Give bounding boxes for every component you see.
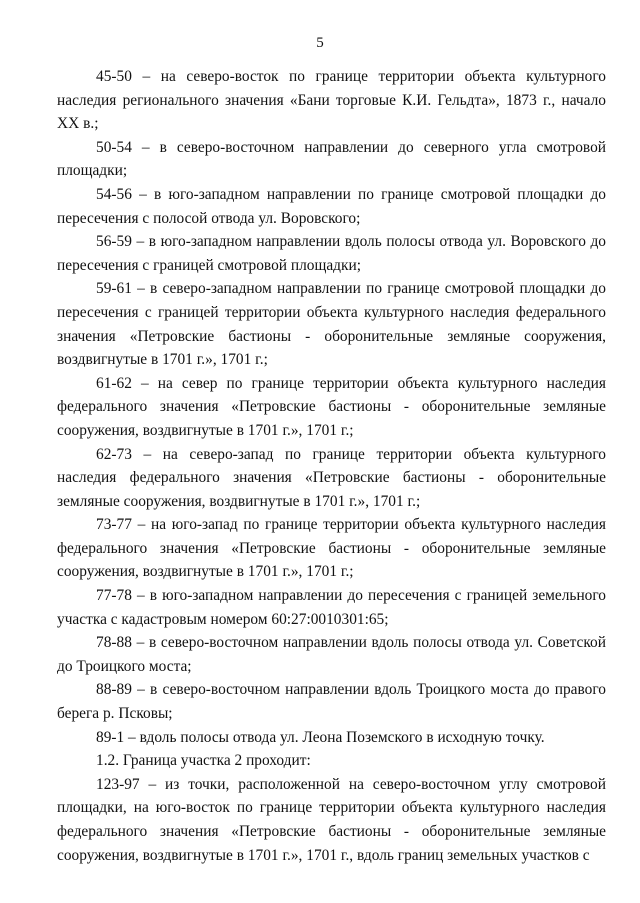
paragraph-88-89: 88-89 – в северо-восточном направлении вдоль Троицкого моста до правого берега р. Псковы;	[57, 681, 606, 723]
section-heading-1-2: 1.2. Граница участка 2 проходит:	[96, 752, 311, 770]
paragraph-89-1: 89-1 – вдоль полосы отвода ул. Леона Поземского в исходную точку.	[96, 728, 545, 746]
paragraph-62-73: 62-73 – на северо-запад по границе территории объекта культурного наследия федерального значения «Петровские бастионы - оборонительные земляные сооружения, воздвигнутые в 1701 г.», 1701 г.;	[57, 445, 606, 510]
paragraph-77-78: 77-78 – в юго-западном направлении до пересечения с границей земельного участка с кадастровым номером 60:27:0010301:65;	[57, 587, 606, 628]
paragraph-123-97: 123-97 – из точки, расположенной на северо-восточном углу смотровой площадки, на юго-восток по границе территории объекта культурного наследия федерального значения «Петровские бастионы - оборонительные земляные сооружения, воздвигнутые в 1701 г.», 1701 г., вдоль границ земельных участков с	[57, 775, 606, 864]
document-body	[57, 65, 606, 867]
paragraph-45-50: 45-50 – на северо-восток по границе территории объекта культурного наследия регионального значения «Бани торговые К.И. Гельдта», 1873 г., начало XX в.;	[57, 68, 606, 133]
paragraph-54-56: 54-56 – в юго-западном направлении по границе смотровой площадки до пересечения с полосой отвода ул. Воровского;	[57, 185, 606, 227]
page-number: 5	[316, 35, 324, 51]
paragraph-59-61: 59-61 – в северо-западном направлении по границе смотровой площадки до пересечения с границей территории объекта культурного наследия федерального значения «Петровские бастионы - оборонительные земляные сооружения, воздвигнутые в 1701 г.», 1701 г.;	[57, 280, 606, 369]
paragraph-50-54: 50-54 – в северо-восточном направлении до северного угла смотровой площадки;	[57, 138, 606, 180]
paragraph-78-88: 78-88 – в северо-восточном направлении вдоль полосы отвода ул. Советской до Троицкого моста;	[57, 634, 606, 675]
paragraph-73-77: 73-77 – на юго-запад по границе территории объекта культурного наследия федерального значения «Петровские бастионы - оборонительные земляные сооружения, воздвигнутые в 1701 г.», 1701 г.;	[57, 516, 606, 581]
paragraph-61-62: 61-62 – на север по границе территории объекта культурного наследия федерального значения «Петровские бастионы - оборонительные земляные сооружения, воздвигнутые в 1701 г.», 1701 г.;	[57, 374, 606, 439]
paragraph-56-59: 56-59 – в юго-западном направлении вдоль полосы отвода ул. Воровского до пересечения с границей смотровой площадки;	[57, 233, 606, 274]
